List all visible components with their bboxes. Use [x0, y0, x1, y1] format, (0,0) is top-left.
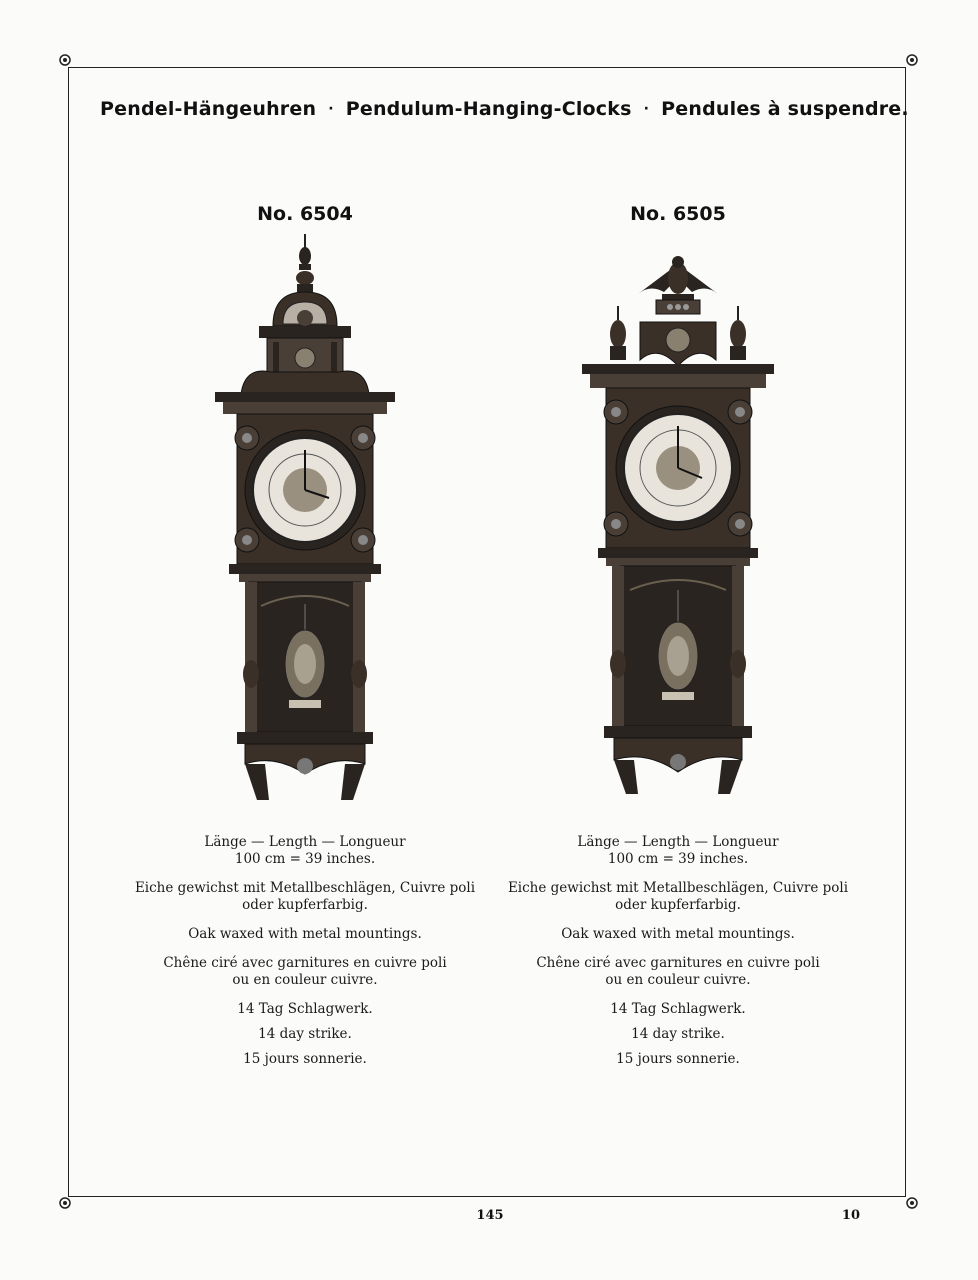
clock-description [488, 834, 868, 1068]
ornament-corner-icon [58, 53, 72, 67]
model-number: No. 6505 [630, 203, 726, 225]
title-separator: · [328, 101, 334, 117]
strike-english: 14 day strike. [631, 1026, 725, 1042]
french-description-cont: ou en couleur cuivre. [232, 972, 378, 988]
ornament-corner-icon [905, 53, 919, 67]
strike-french: 15 jours sonnerie. [243, 1051, 367, 1067]
wall-clock-crown-icon [215, 234, 395, 804]
title-french: Pendules à suspendre. [661, 98, 909, 120]
wall-clock-eagle-icon [578, 234, 778, 804]
clock-entry-6504 [115, 200, 495, 1068]
strike-german: 14 Tag Schlagwerk. [610, 1001, 746, 1017]
length-label: Länge — Length — Longueur [577, 834, 779, 850]
french-description-cont: ou en couleur cuivre. [605, 972, 751, 988]
page-title [100, 98, 909, 120]
page-number: 145 [476, 1208, 504, 1223]
title-german: Pendel-Hängeuhren [100, 98, 317, 120]
title-separator: · [643, 101, 650, 117]
ornament-corner-icon [58, 1196, 72, 1210]
ornament-corner-icon [905, 1196, 919, 1210]
title-english: Pendulum-Hanging-Clocks [345, 98, 632, 120]
german-description: Eiche gewichst mit Metallbeschlägen, Cuivre poli [134, 880, 476, 896]
strike-english: 14 day strike. [258, 1026, 352, 1042]
length-value: 100 cm = 39 inches. [234, 851, 376, 867]
clock-illustration [115, 234, 495, 834]
length-value: 100 cm = 39 inches. [607, 851, 749, 867]
model-number: No. 6504 [257, 203, 353, 225]
german-description-cont: oder kupferfarbig. [242, 897, 368, 913]
french-description: Chêne ciré avec garnitures en cuivre poli [163, 955, 447, 971]
german-description-cont: oder kupferfarbig. [615, 897, 741, 913]
english-description: Oak waxed with metal mountings. [561, 926, 795, 942]
clock-illustration [488, 234, 868, 834]
strike-german: 14 Tag Schlagwerk. [237, 1001, 373, 1017]
clock-entry-6505 [488, 200, 868, 1068]
german-description: Eiche gewichst mit Metallbeschlägen, Cuivre poli [507, 880, 849, 896]
length-label: Länge — Length — Longueur [204, 834, 406, 850]
plate-number: 10 [841, 1208, 860, 1223]
english-description: Oak waxed with metal mountings. [188, 926, 422, 942]
strike-french: 15 jours sonnerie. [616, 1051, 740, 1067]
clock-description [115, 834, 495, 1068]
french-description: Chêne ciré avec garnitures en cuivre poli [536, 955, 820, 971]
